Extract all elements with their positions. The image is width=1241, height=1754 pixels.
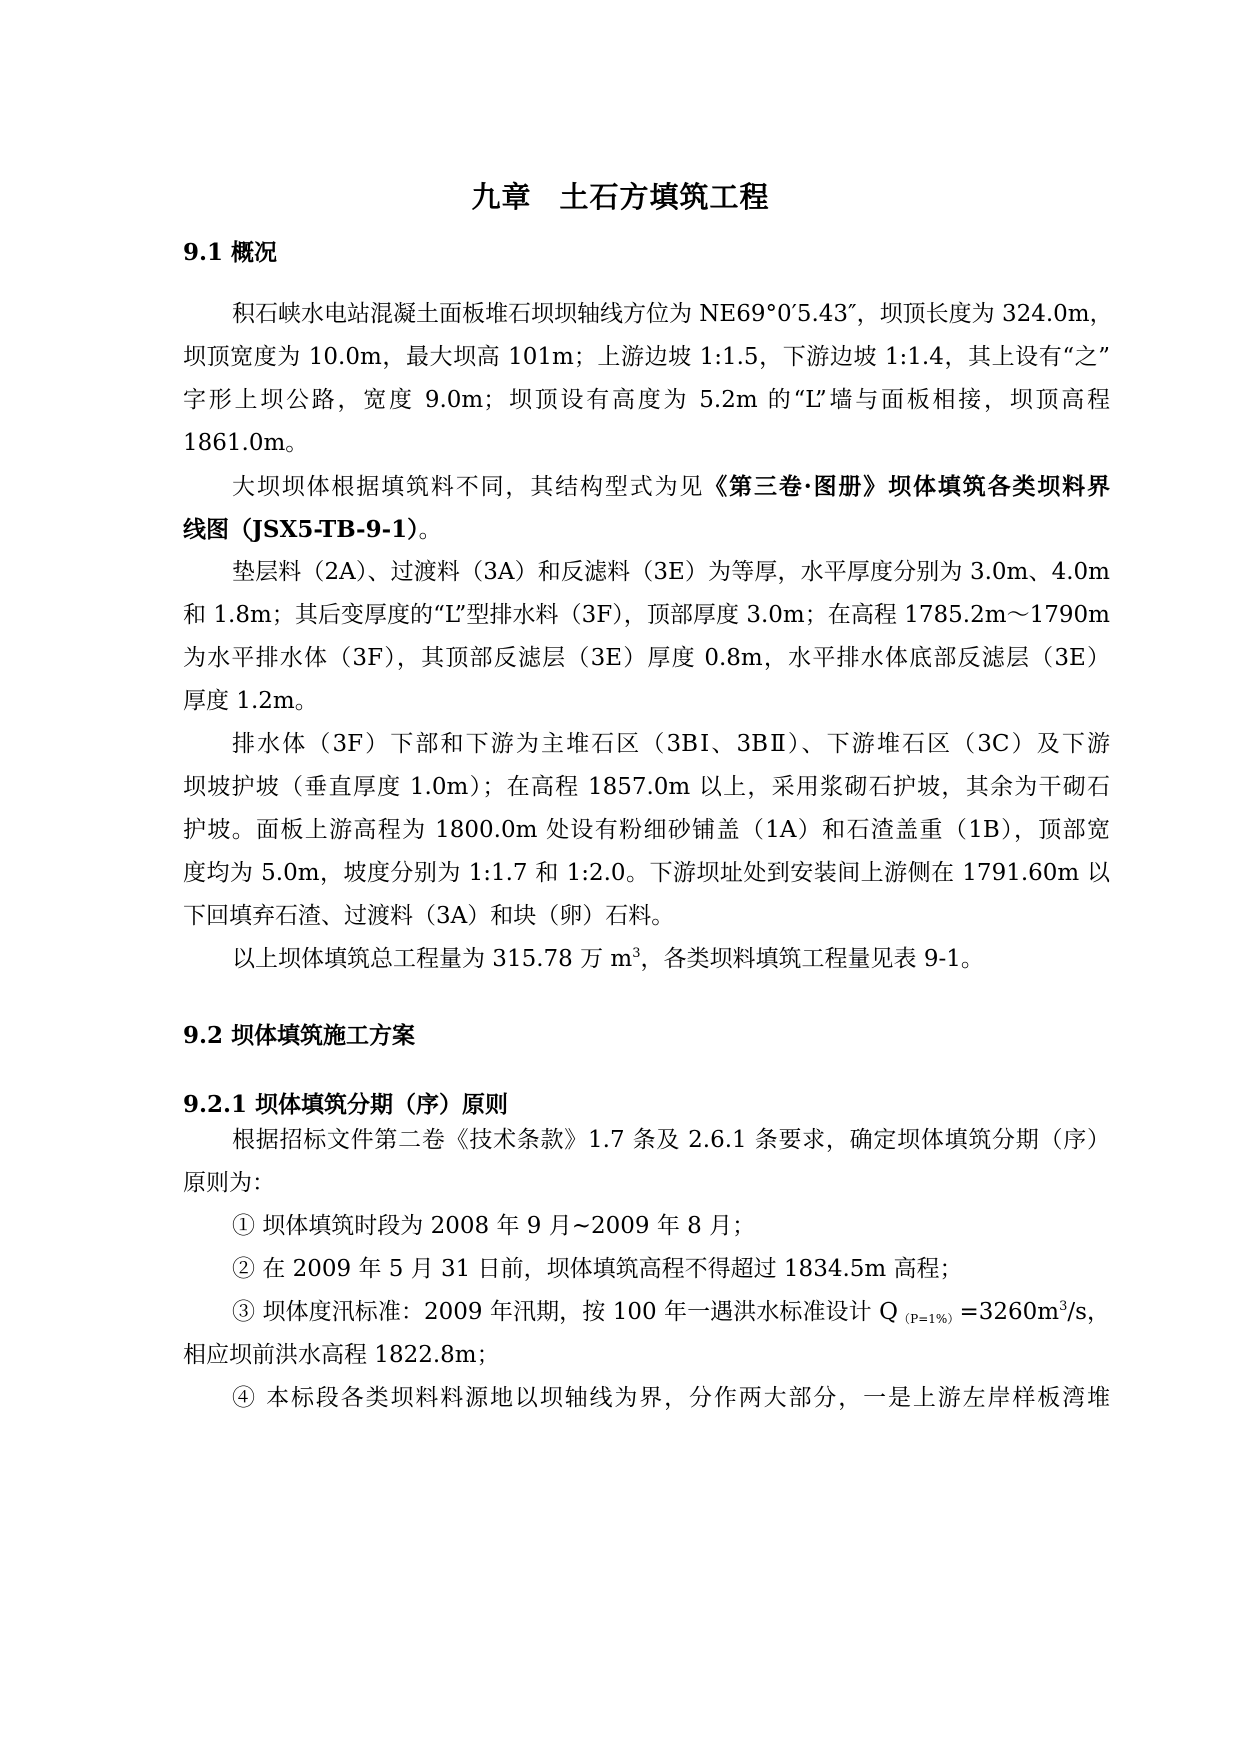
paragraph-line: 下回填弃石渣、过渡料（3A）和块（卵）石料。 <box>183 903 675 929</box>
superscript: 3 <box>632 946 641 961</box>
paragraph-text: 。 <box>418 517 442 543</box>
list-item <box>232 1301 1110 1325</box>
paragraph-line <box>183 518 442 542</box>
paragraph-line: 坝坡护坡（垂直厚度 1.0m）；在高程 1857.0m 以上，采用浆砌石护坡，其余为干砌石 <box>183 774 1110 800</box>
paragraph-line: 垫层料（2A）、过渡料（3A）和反滤料（3E）为等厚，水平厚度分别为 3.0m、4.0m <box>232 559 1110 585</box>
paragraph-line: 根据招标文件第二卷《技术条款》1.7 条及 2.6.1 条要求，确定坝体填筑分期（序） <box>232 1127 1110 1153</box>
paragraph-line <box>232 475 1110 499</box>
drawing-reference-code: 线图（JSX5-TB-9-1） <box>183 516 419 543</box>
paragraph-line: 为水平排水体（3F），其顶部反滤层（3E）厚度 0.8m，水平排水体底部反滤层（3E） <box>183 645 1110 671</box>
paragraph-line: 度均为 5.0m，坡度分别为 1:1.7 和 1:2.0。下游坝址处到安装间上游侧在 1791.60m 以 <box>183 860 1110 886</box>
paragraph-line: 积石峡水电站混凝土面板堆石坝坝轴线方位为 NE69°0′5.43″，坝顶长度为 324.0m， <box>232 301 1113 327</box>
list-item-continuation: 相应坝前洪水高程 1822.8m； <box>183 1342 500 1368</box>
paragraph-line: 护坡。面板上游高程为 1800.0m 处设有粉细砂铺盖（1A）和石渣盖重（1B），顶部宽 <box>183 817 1110 843</box>
paragraph-line: 和 1.8m；其后变厚度的“L”型排水料（3F），顶部厚度 3.0m；在高程 1785.2m～1790m <box>183 602 1110 628</box>
chapter-title <box>0 175 1241 216</box>
section-heading-9-1: 9.1 概况 <box>183 239 278 266</box>
drawing-reference: 《第三卷·图册》坝体填筑各类坝料界 <box>704 473 1110 500</box>
paragraph-line: 1861.0m。 <box>183 430 309 456</box>
list-item: ① 坝体填筑时段为 2008 年 9 月~2009 年 8 月； <box>232 1213 756 1239</box>
paragraph-line: 坝顶宽度为 10.0m，最大坝高 101m；上游边坡 1:1.5，下游边坡 1:1.4，其上设有“之” <box>183 344 1110 370</box>
subscript: （P=1%） <box>897 1312 960 1326</box>
chapter-title-text: 土石方填筑工程 <box>559 180 770 214</box>
paragraph-text: 大坝坝体根据填筑料不同，其结构型式为见 <box>232 474 705 500</box>
paragraph-line: 厚度 1.2m。 <box>183 688 318 714</box>
subsection-heading-9-2-1: 9.2.1 坝体填筑分期（序）原则 <box>183 1091 509 1118</box>
paragraph-text: ，各类坝料填筑工程量见表 9-1。 <box>640 946 984 972</box>
paragraph-line: 原则为： <box>183 1170 275 1196</box>
paragraph-line <box>232 948 984 971</box>
list-item: ④ 本标段各类坝料料源地以坝轴线为界，分作两大部分，一是上游左岸样板湾堆 <box>232 1385 1110 1411</box>
list-item-text: ③ 坝体度汛标准：2009 年汛期，按 100 年一遇洪水标准设计 Q <box>232 1299 898 1325</box>
paragraph-text: 以上坝体填筑总工程量为 315.78 万 m <box>232 946 633 972</box>
superscript: 3 <box>1059 1299 1068 1314</box>
chapter-title-number: 九章 <box>471 180 532 214</box>
list-item-text: =3260m <box>959 1299 1060 1325</box>
list-item: ② 在 2009 年 5 月 31 日前，坝体填筑高程不得超过 1834.5m 高程； <box>232 1256 963 1282</box>
list-item-text: /s， <box>1067 1299 1110 1325</box>
section-heading-9-2: 9.2 坝体填筑施工方案 <box>183 1022 416 1049</box>
paragraph-line: 字形上坝公路，宽度 9.0m；坝顶设有高度为 5.2m 的“L”墙与面板相接，坝顶高程 <box>183 387 1110 413</box>
paragraph-line: 排水体（3F）下部和下游为主堆石区（3BⅠ、3BⅡ）、下游堆石区（3C）及下游 <box>232 731 1110 757</box>
